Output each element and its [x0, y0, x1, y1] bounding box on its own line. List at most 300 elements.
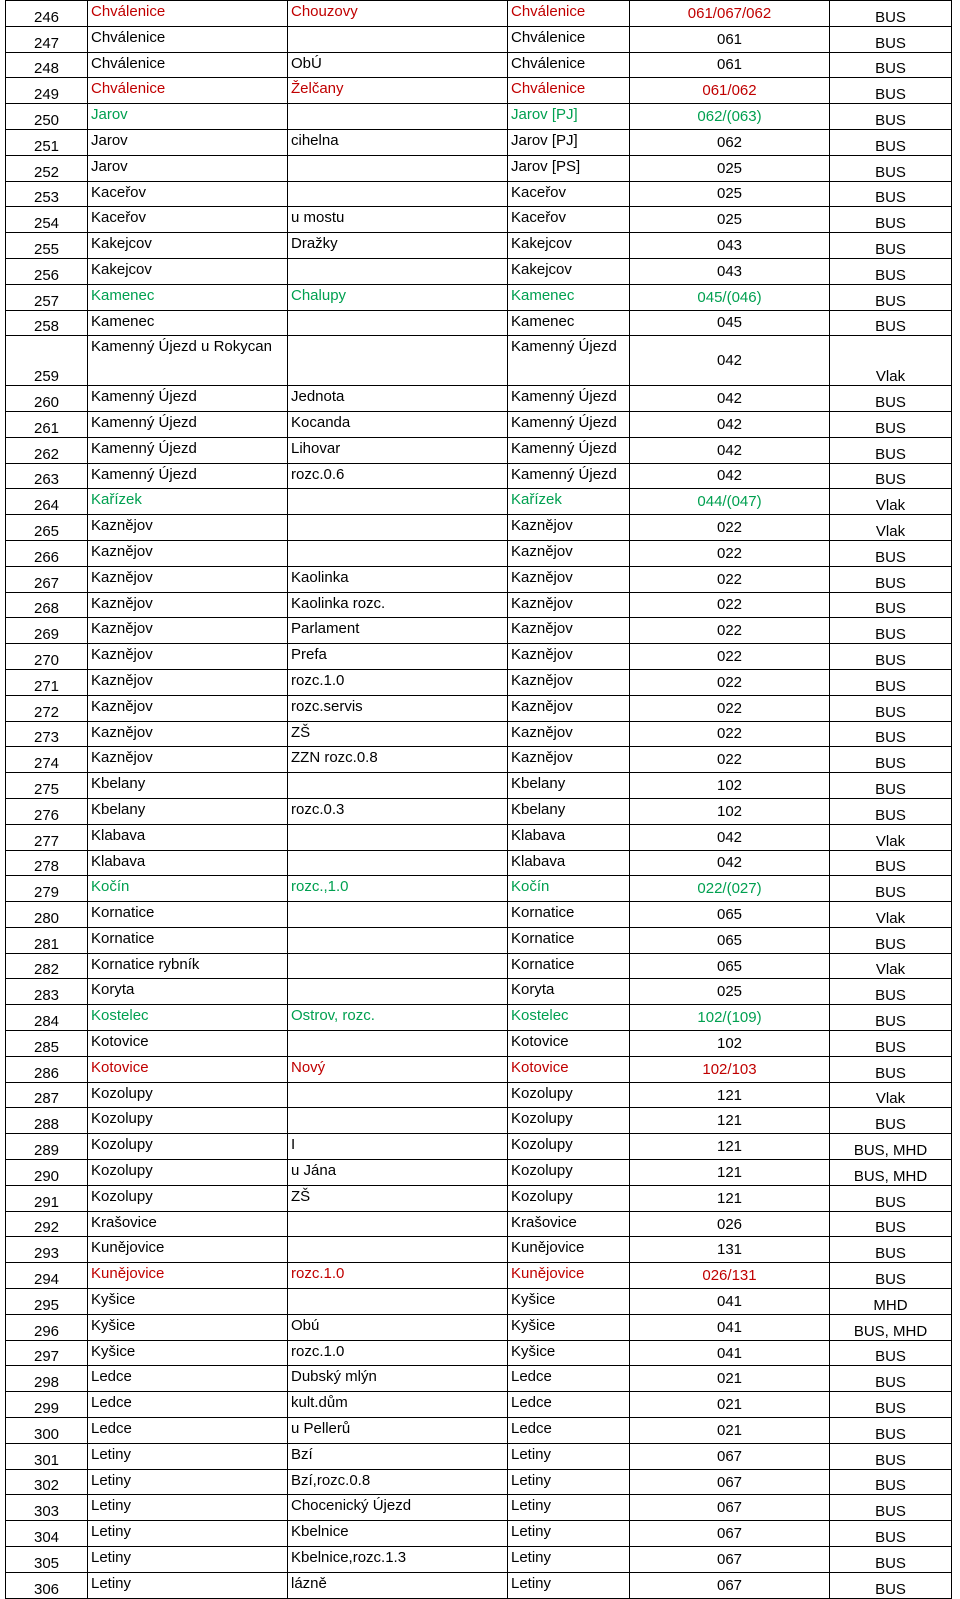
table-row	[6, 1108, 952, 1134]
station-cell: Kakejcov	[508, 258, 630, 284]
table-row	[6, 104, 952, 130]
stop-cell	[288, 927, 508, 953]
town-cell: Kamenný Újezd u Rokycan	[88, 336, 288, 386]
station-cell: Kyšice	[508, 1289, 630, 1315]
transport-type-cell: Vlak	[830, 336, 952, 386]
route-cell: 021	[630, 1366, 830, 1392]
table-row	[6, 1056, 952, 1082]
transport-type-cell: BUS	[830, 284, 952, 310]
town-cell: Kostelec	[88, 1005, 288, 1031]
station-cell: Kamenec	[508, 310, 630, 336]
stop-cell	[288, 1108, 508, 1134]
transport-type-cell: BUS	[830, 747, 952, 773]
transport-type-cell: BUS	[830, 1366, 952, 1392]
town-cell: Klabava	[88, 824, 288, 850]
station-cell: Jarov [PS]	[508, 155, 630, 181]
transport-type-cell: BUS	[830, 798, 952, 824]
stop-cell: Ostrov, rozc.	[288, 1005, 508, 1031]
row-number-cell: 249	[6, 78, 88, 104]
stop-cell: Jednota	[288, 386, 508, 412]
town-cell: Kaznějov	[88, 747, 288, 773]
row-number-cell: 270	[6, 644, 88, 670]
route-cell: 021	[630, 1392, 830, 1418]
transport-type-cell: BUS	[830, 233, 952, 259]
town-cell: Kunějovice	[88, 1263, 288, 1289]
town-cell: Kakejcov	[88, 258, 288, 284]
station-cell: Kozolupy	[508, 1185, 630, 1211]
station-cell: Kočín	[508, 876, 630, 902]
route-cell: 025	[630, 979, 830, 1005]
stops-table	[5, 0, 952, 1599]
row-number-cell: 257	[6, 284, 88, 310]
route-cell: 042	[630, 336, 830, 386]
town-cell: Ledce	[88, 1418, 288, 1444]
row-number-cell: 265	[6, 515, 88, 541]
route-cell: 042	[630, 437, 830, 463]
row-number-cell: 252	[6, 155, 88, 181]
table-row	[6, 876, 952, 902]
row-number-cell: 275	[6, 773, 88, 799]
station-cell: Kaceřov	[508, 207, 630, 233]
transport-type-cell: BUS	[830, 1263, 952, 1289]
town-cell: Kaznějov	[88, 644, 288, 670]
town-cell: Kornatice	[88, 927, 288, 953]
station-cell: Ledce	[508, 1392, 630, 1418]
stop-cell	[288, 953, 508, 979]
stop-cell: rozc.,1.0	[288, 876, 508, 902]
transport-type-cell: BUS	[830, 52, 952, 78]
row-number-cell: 251	[6, 129, 88, 155]
transport-type-cell: BUS	[830, 618, 952, 644]
table-row	[6, 411, 952, 437]
table-row	[6, 258, 952, 284]
row-number-cell: 267	[6, 566, 88, 592]
transport-type-cell: BUS, MHD	[830, 1134, 952, 1160]
table-row	[6, 747, 952, 773]
stop-cell: Dubský mlýn	[288, 1366, 508, 1392]
route-cell: 042	[630, 411, 830, 437]
row-number-cell: 288	[6, 1108, 88, 1134]
route-cell: 062	[630, 129, 830, 155]
table-row	[6, 695, 952, 721]
row-number-cell: 266	[6, 540, 88, 566]
stop-cell: rozc.1.0	[288, 1263, 508, 1289]
town-cell: Kakejcov	[88, 233, 288, 259]
row-number-cell: 306	[6, 1572, 88, 1598]
stop-cell: Bzí,rozc.0.8	[288, 1469, 508, 1495]
stop-cell	[288, 310, 508, 336]
stop-cell: cihelna	[288, 129, 508, 155]
table-row	[6, 1, 952, 27]
stop-cell: Dražky	[288, 233, 508, 259]
row-number-cell: 281	[6, 927, 88, 953]
route-cell: 102	[630, 773, 830, 799]
town-cell: Chválenice	[88, 52, 288, 78]
stop-cell: Bzí	[288, 1443, 508, 1469]
route-cell: 025	[630, 181, 830, 207]
station-cell: Letiny	[508, 1572, 630, 1598]
transport-type-cell: Vlak	[830, 953, 952, 979]
table-row	[6, 284, 952, 310]
town-cell: Letiny	[88, 1443, 288, 1469]
transport-type-cell: BUS	[830, 876, 952, 902]
town-cell: Kyšice	[88, 1340, 288, 1366]
station-cell: Kozolupy	[508, 1082, 630, 1108]
route-cell: 061	[630, 52, 830, 78]
stop-cell: u Jána	[288, 1160, 508, 1186]
table-row	[6, 1134, 952, 1160]
row-number-cell: 271	[6, 669, 88, 695]
row-number-cell: 301	[6, 1443, 88, 1469]
town-cell: Ledce	[88, 1392, 288, 1418]
stop-cell: u Pellerů	[288, 1418, 508, 1444]
table-row	[6, 1185, 952, 1211]
stop-cell	[288, 540, 508, 566]
route-cell: 022	[630, 721, 830, 747]
stop-cell: Chouzovy	[288, 1, 508, 27]
row-number-cell: 305	[6, 1547, 88, 1573]
station-cell: Krašovice	[508, 1211, 630, 1237]
transport-type-cell: BUS	[830, 104, 952, 130]
town-cell: Letiny	[88, 1547, 288, 1573]
route-cell: 022	[630, 747, 830, 773]
stop-cell: Parlament	[288, 618, 508, 644]
row-number-cell: 258	[6, 310, 88, 336]
stop-cell: Kaolinka rozc.	[288, 592, 508, 618]
transport-type-cell: BUS	[830, 592, 952, 618]
station-cell: Kyšice	[508, 1340, 630, 1366]
station-cell: Kařízek	[508, 489, 630, 515]
table-row	[6, 721, 952, 747]
town-cell: Klabava	[88, 850, 288, 876]
station-cell: Letiny	[508, 1547, 630, 1573]
table-row	[6, 1005, 952, 1031]
table-row	[6, 489, 952, 515]
stop-cell: kult.dům	[288, 1392, 508, 1418]
station-cell: Kunějovice	[508, 1263, 630, 1289]
table-row	[6, 1237, 952, 1263]
table-row	[6, 463, 952, 489]
station-cell: Kaznějov	[508, 644, 630, 670]
route-cell: 042	[630, 824, 830, 850]
row-number-cell: 278	[6, 850, 88, 876]
transport-type-cell: Vlak	[830, 489, 952, 515]
transport-type-cell: BUS	[830, 850, 952, 876]
row-number-cell: 264	[6, 489, 88, 515]
table-row	[6, 1547, 952, 1573]
stop-cell	[288, 515, 508, 541]
route-cell: 102/(109)	[630, 1005, 830, 1031]
route-cell: 042	[630, 463, 830, 489]
table-row	[6, 437, 952, 463]
transport-type-cell: BUS	[830, 437, 952, 463]
town-cell: Kbelany	[88, 773, 288, 799]
row-number-cell: 259	[6, 336, 88, 386]
transport-type-cell: BUS	[830, 1469, 952, 1495]
route-cell: 042	[630, 850, 830, 876]
town-cell: Chválenice	[88, 78, 288, 104]
row-number-cell: 269	[6, 618, 88, 644]
town-cell: Kaceřov	[88, 181, 288, 207]
route-cell: 022/(027)	[630, 876, 830, 902]
row-number-cell: 250	[6, 104, 88, 130]
stop-cell	[288, 104, 508, 130]
transport-type-cell: BUS	[830, 310, 952, 336]
table-row	[6, 1521, 952, 1547]
stop-cell: ZŠ	[288, 721, 508, 747]
row-number-cell: 280	[6, 902, 88, 928]
route-cell: 041	[630, 1314, 830, 1340]
table-row	[6, 618, 952, 644]
station-cell: Kaznějov	[508, 566, 630, 592]
row-number-cell: 298	[6, 1366, 88, 1392]
route-cell: 067	[630, 1495, 830, 1521]
transport-type-cell: BUS	[830, 26, 952, 52]
row-number-cell: 299	[6, 1392, 88, 1418]
town-cell: Kaznějov	[88, 515, 288, 541]
station-cell: Kamenný Újezd	[508, 386, 630, 412]
stop-cell: Lihovar	[288, 437, 508, 463]
transport-type-cell: BUS	[830, 411, 952, 437]
stop-cell: lázně	[288, 1572, 508, 1598]
station-cell: Letiny	[508, 1495, 630, 1521]
route-cell: 022	[630, 592, 830, 618]
transport-type-cell: BUS	[830, 129, 952, 155]
table-row	[6, 1443, 952, 1469]
row-number-cell: 295	[6, 1289, 88, 1315]
transport-type-cell: BUS	[830, 1392, 952, 1418]
stop-cell: Želčany	[288, 78, 508, 104]
stop-cell: Prefa	[288, 644, 508, 670]
stop-cell	[288, 155, 508, 181]
table-row	[6, 1031, 952, 1057]
town-cell: Kunějovice	[88, 1237, 288, 1263]
stop-cell: u mostu	[288, 207, 508, 233]
transport-type-cell: BUS	[830, 927, 952, 953]
table-row	[6, 207, 952, 233]
station-cell: Letiny	[508, 1443, 630, 1469]
town-cell: Kotovice	[88, 1031, 288, 1057]
transport-type-cell: BUS, MHD	[830, 1314, 952, 1340]
town-cell: Kotovice	[88, 1056, 288, 1082]
transport-type-cell: BUS	[830, 1108, 952, 1134]
route-cell: 022	[630, 566, 830, 592]
route-cell: 025	[630, 155, 830, 181]
row-number-cell: 287	[6, 1082, 88, 1108]
route-cell: 102	[630, 798, 830, 824]
row-number-cell: 285	[6, 1031, 88, 1057]
route-cell: 022	[630, 695, 830, 721]
station-cell: Jarov [PJ]	[508, 129, 630, 155]
table-row	[6, 233, 952, 259]
station-cell: Klabava	[508, 850, 630, 876]
transport-type-cell: Vlak	[830, 1082, 952, 1108]
route-cell: 022	[630, 540, 830, 566]
row-number-cell: 279	[6, 876, 88, 902]
transport-type-cell: BUS	[830, 1443, 952, 1469]
stop-cell: ZŠ	[288, 1185, 508, 1211]
table-row	[6, 953, 952, 979]
transport-type-cell: BUS	[830, 1185, 952, 1211]
station-cell: Kamenec	[508, 284, 630, 310]
town-cell: Letiny	[88, 1469, 288, 1495]
station-cell: Kaznějov	[508, 618, 630, 644]
station-cell: Kaznějov	[508, 695, 630, 721]
route-cell: 121	[630, 1160, 830, 1186]
station-cell: Kakejcov	[508, 233, 630, 259]
table-row	[6, 78, 952, 104]
table-row	[6, 1314, 952, 1340]
route-cell: 065	[630, 902, 830, 928]
table-row	[6, 386, 952, 412]
stop-cell: Chocenický Újezd	[288, 1495, 508, 1521]
row-number-cell: 263	[6, 463, 88, 489]
station-cell: Kamenný Újezd	[508, 336, 630, 386]
stop-cell: Kbelnice,rozc.1.3	[288, 1547, 508, 1573]
route-cell: 022	[630, 669, 830, 695]
route-cell: 061/062	[630, 78, 830, 104]
stop-cell	[288, 181, 508, 207]
town-cell: Kaznějov	[88, 592, 288, 618]
town-cell: Kamenný Újezd	[88, 437, 288, 463]
transport-type-cell: BUS	[830, 1056, 952, 1082]
table-row	[6, 824, 952, 850]
table-row	[6, 1082, 952, 1108]
station-cell: Kbelany	[508, 798, 630, 824]
transport-type-cell: BUS	[830, 258, 952, 284]
route-cell: 121	[630, 1185, 830, 1211]
station-cell: Kornatice	[508, 953, 630, 979]
stop-cell: Obú	[288, 1314, 508, 1340]
town-cell: Chválenice	[88, 1, 288, 27]
town-cell: Kočín	[88, 876, 288, 902]
town-cell: Kornatice rybník	[88, 953, 288, 979]
row-number-cell: 300	[6, 1418, 88, 1444]
transport-type-cell: BUS	[830, 181, 952, 207]
town-cell: Kaznějov	[88, 618, 288, 644]
town-cell: Kaceřov	[88, 207, 288, 233]
table-row	[6, 181, 952, 207]
station-cell: Kaznějov	[508, 592, 630, 618]
town-cell: Chválenice	[88, 26, 288, 52]
route-cell: 022	[630, 515, 830, 541]
table-row	[6, 566, 952, 592]
station-cell: Chválenice	[508, 1, 630, 27]
table-row	[6, 1495, 952, 1521]
route-cell: 067	[630, 1469, 830, 1495]
town-cell: Krašovice	[88, 1211, 288, 1237]
transport-type-cell: BUS	[830, 979, 952, 1005]
route-cell: 045	[630, 310, 830, 336]
row-number-cell: 246	[6, 1, 88, 27]
table-row	[6, 310, 952, 336]
station-cell: Kaznějov	[508, 540, 630, 566]
stop-cell: rozc.servis	[288, 695, 508, 721]
route-cell: 065	[630, 953, 830, 979]
stop-cell	[288, 1211, 508, 1237]
transport-type-cell: BUS	[830, 1031, 952, 1057]
station-cell: Kotovice	[508, 1056, 630, 1082]
town-cell: Kbelany	[88, 798, 288, 824]
town-cell: Kamenec	[88, 310, 288, 336]
stop-cell	[288, 1082, 508, 1108]
station-cell: Kaznějov	[508, 515, 630, 541]
transport-type-cell: BUS	[830, 1211, 952, 1237]
transport-type-cell: BUS	[830, 386, 952, 412]
row-number-cell: 304	[6, 1521, 88, 1547]
town-cell: Jarov	[88, 129, 288, 155]
stop-cell	[288, 850, 508, 876]
row-number-cell: 248	[6, 52, 88, 78]
stop-cell: Kbelnice	[288, 1521, 508, 1547]
table-row	[6, 129, 952, 155]
station-cell: Ledce	[508, 1366, 630, 1392]
station-cell: Kotovice	[508, 1031, 630, 1057]
transport-type-cell: BUS	[830, 207, 952, 233]
route-cell: 121	[630, 1134, 830, 1160]
station-cell: Kunějovice	[508, 1237, 630, 1263]
row-number-cell: 294	[6, 1263, 88, 1289]
row-number-cell: 260	[6, 386, 88, 412]
town-cell: Letiny	[88, 1572, 288, 1598]
route-cell: 131	[630, 1237, 830, 1263]
row-number-cell: 262	[6, 437, 88, 463]
route-cell: 067	[630, 1547, 830, 1573]
town-cell: Kamenný Újezd	[88, 463, 288, 489]
town-cell: Kozolupy	[88, 1134, 288, 1160]
route-cell: 045/(046)	[630, 284, 830, 310]
table-row	[6, 540, 952, 566]
row-number-cell: 282	[6, 953, 88, 979]
route-cell: 121	[630, 1108, 830, 1134]
town-cell: Kařízek	[88, 489, 288, 515]
row-number-cell: 277	[6, 824, 88, 850]
table-row	[6, 1366, 952, 1392]
table-row	[6, 592, 952, 618]
town-cell: Letiny	[88, 1521, 288, 1547]
row-number-cell: 261	[6, 411, 88, 437]
town-cell: Kozolupy	[88, 1082, 288, 1108]
town-cell: Kaznějov	[88, 669, 288, 695]
town-cell: Kornatice	[88, 902, 288, 928]
station-cell: Kamenný Újezd	[508, 463, 630, 489]
transport-type-cell: Vlak	[830, 515, 952, 541]
stop-cell	[288, 1031, 508, 1057]
row-number-cell: 274	[6, 747, 88, 773]
row-number-cell: 286	[6, 1056, 88, 1082]
table-row	[6, 1211, 952, 1237]
route-cell: 043	[630, 233, 830, 259]
stop-cell	[288, 1289, 508, 1315]
route-cell: 062/(063)	[630, 104, 830, 130]
station-cell: Kornatice	[508, 927, 630, 953]
route-cell: 044/(047)	[630, 489, 830, 515]
stop-cell: ZZN rozc.0.8	[288, 747, 508, 773]
stop-cell	[288, 902, 508, 928]
station-cell: Klabava	[508, 824, 630, 850]
row-number-cell: 254	[6, 207, 88, 233]
stop-cell	[288, 489, 508, 515]
town-cell: Kyšice	[88, 1314, 288, 1340]
town-cell: Letiny	[88, 1495, 288, 1521]
transport-type-cell: BUS	[830, 78, 952, 104]
table-row	[6, 1572, 952, 1598]
table-row	[6, 155, 952, 181]
route-cell: 025	[630, 207, 830, 233]
row-number-cell: 255	[6, 233, 88, 259]
station-cell: Kaznějov	[508, 747, 630, 773]
table-row	[6, 669, 952, 695]
